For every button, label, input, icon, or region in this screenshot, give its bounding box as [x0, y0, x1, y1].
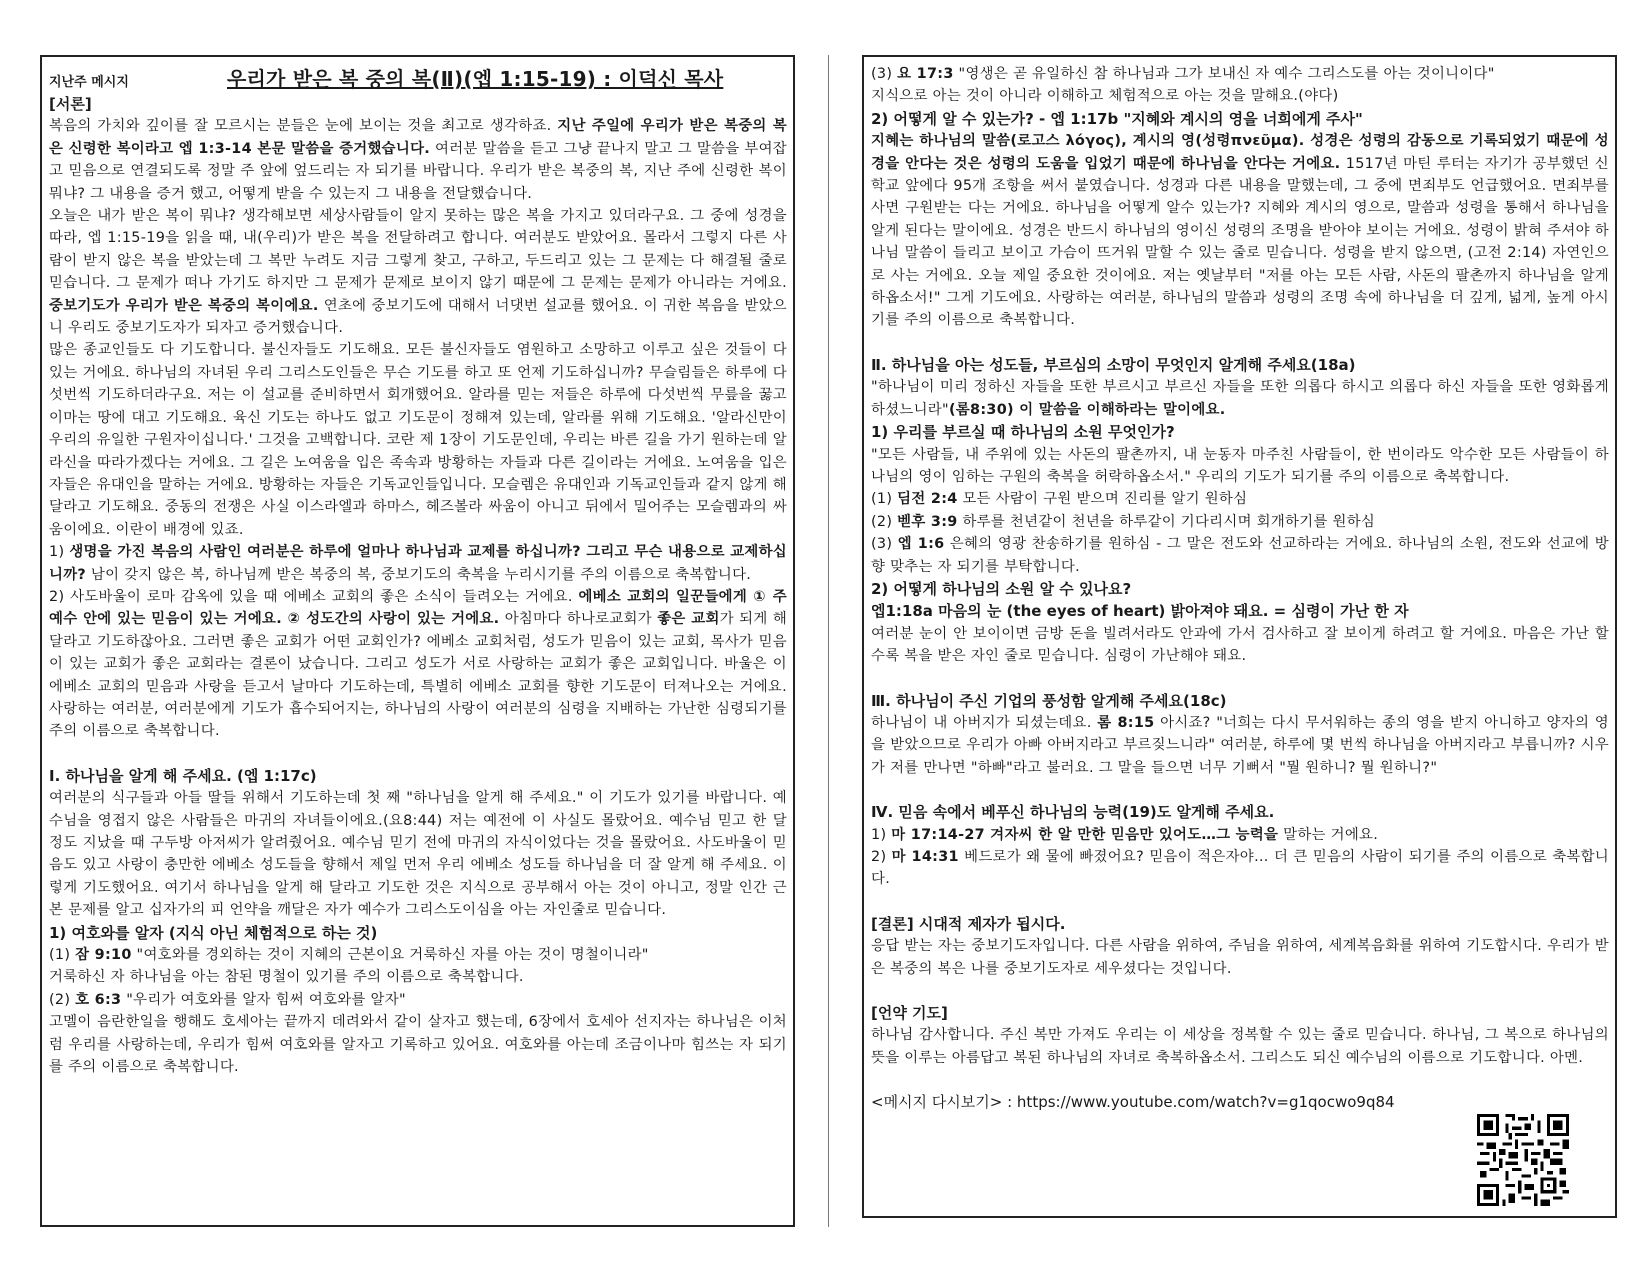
intro-paragraph-2: 오늘은 내가 받은 복이 뭐냐? 생각해보면 세상사람들이 알지 못하는 많은 복을 가지고 있더라구요. 그 중에 성경을 따라, 엡 1:15-19을 읽을 때, 내(우리)가 받은 복을 전달하려고 합니다. 여러분도 받았어요. 몰라서 그렇지 다른 사람이 받지 않은 복을 받았는데 그 복만 누려도 지금 그렇게 찾고, 구하고, 두드리고 있는 그 문제는 다 해결될 줄로 믿습니다. 그 문제가 떠나 가기도 하지만 그 문제가 문제로 보이지 않기 때문에 그 문제는 문제가 아니라는 거에요. 중보기도가 우리가 받은 복중의 복이에요. 연초에 중보기도에 대해서 너댓번 설교를 했어요. 이 귀한 복음을 받았으니 우리도 중보기도자가 되자고 증거했습니다. — [49, 208, 787, 337]
verse-proverbs-note: 거룩하신 자 하나님을 아는 참된 명철이 있기를 주의 이름으로 축복합니다. — [49, 969, 524, 986]
verse-ephesians: (3) 엡 1:6 은혜의 영광 찬송하기를 원하심 - 그 말은 전도와 선교하라는 거에요. 하나님의 소원, 전도와 선교에 방향 맞추는 자 되기를 부탁합니다. — [871, 536, 1609, 575]
inheritance-paragraph: 하나님이 내 아버지가 되셨는데요. 롬 8:15 아시죠? "너희는 다시 무서워하는 종의 영을 받지 아니하고 양자의 영을 받았으므로 우리가 아빠 아버지라고 부르짖느니라" 여러분, 하루에 몇 번씩 하나님을 아버지라고 부릅니까? 시우가 저를 만나면 "하빠"라고 불러요. 그 말을 들으면 너무 기뻐서 "뭘 원하니? 뭘 원하니?" — [871, 714, 1609, 776]
verse-proverbs: (1) 잠 9:10 "여호와를 경외하는 것이 지혜의 근본이요 거룩하신 자를 아는 것이 명철이니라" — [49, 947, 649, 964]
section-1-heading: Ⅰ. 하나님을 알게 해 주세요. (엡 1:17c) — [49, 766, 317, 785]
verse-john: (3) 요 17:3 "영생은 곧 유일하신 참 하나님과 그가 보내신 자 예수 그리스도를 아는 것이니이다" — [871, 66, 1495, 82]
intro-heading: [서론] — [49, 95, 92, 113]
intro-paragraph-1: 복음의 가치와 깊이를 잘 모르시는 분들은 눈에 보이는 것을 최고로 생각하죠. 지난 주일에 우리가 받은 복중의 복은 신령한 복이라고 엡 1:3-14 본문 말씀을 증거했습니다. 여러분 말씀을 듣고 그냥 끝나지 말고 그 말씀을 부여잡고 믿음으로 연결되도록 정말 주 앞에 엎드리는 자 되기를 바랍니다. 우리가 받은 복중의 복, 지난 주에 신령한 복이 뭐냐? 그 내용을 증거 했고, 어떻게 받을 수 있는지 그 내용을 전달했습니다. — [49, 118, 787, 202]
verse-matthew-17: 1) 마 17:14-27 겨자씨 한 알 만한 믿음만 있어도…그 능력을 말하는 거에요. — [871, 826, 1379, 843]
section-2-sub-2-verse: 엡1:18a 마음의 눈 (the eyes of heart) 밝아져야 돼요. = 심령이 가난 한 자 — [871, 602, 1409, 621]
left-column — [40, 55, 795, 1227]
section-1-sub-2: 2) 어떻게 알 수 있는가? - 엡 1:17b "지혜와 계시의 영을 너희에게 주사" — [871, 109, 1363, 128]
replay-link[interactable]: <메시지 다시보기> : https://www.youtube.com/watch?v=g1qocwo9q84 — [871, 1093, 1395, 1112]
eyes-paragraph: 여러분 눈이 안 보이이면 금방 돈을 빌려서라도 안과에 가서 검사하고 잘 보이게 하려고 할 거에요. 마음은 가난 할 수록 복을 받은 자인 줄로 믿습니다. 심령이 가난해야 돼요. — [871, 625, 1609, 665]
intro-paragraph-5: 2) 사도바울이 로마 감옥에 있을 때 에베소 교회의 좋은 소식이 들려오는 거에요. 에베소 교회의 일꾼들에게 ① 주 예수 안에 있는 믿음이 있는 거에요. ② 성도간의 사랑이 있는 거에요. 아침마다 하나로교회가 좋은 교회가 되게 해 달라고 기도하잖아요. 그러면 좋은 교회가 어떤 교회인가? 에베소 교회처럼, 성도가 믿음이 있는 교회, 목사가 믿음이 있는 교회가 좋은 교회라는 결론이 났습니다. 그리고 성도가 서로 사랑하는 교회가 좋은 교회입니다. 바울은 이 에베소 교회의 믿음과 사랑을 듣고서 날마다 기도하는데, 특별히 에베소 교회를 향한 기도문이 터져나오는 거에요. 사랑하는 여러분, 여러분에게 기도가 흡수되어지는, 하나님의 사랑이 여러분의 심령을 지배하는 가난한 심령되기를 주의 이름으로 축복합니다. — [49, 588, 788, 740]
verse-matthew-14: 2) 마 14:31 베드로가 왜 물에 빠졌어요? 믿음이 적은자야… 더 큰 믿음의 사람이 되기를 주의 이름으로 축복합니다. — [871, 849, 1609, 888]
section-1-sub-1: 1) 여호와를 알자 (지식 아닌 체험적으로 하는 것) — [49, 923, 378, 942]
section-2-sub-1: 1) 우리를 부르실 때 하나님의 소원 무엇인가? — [871, 423, 1175, 442]
romans-quote: "하나님이 미리 정하신 자들을 또한 부르시고 부르신 자들을 또한 의롭다 하시고 의롭다 하신 자들을 또한 영화롭게 하셨느니라"(롬8:30) 이 말씀을 이해하라는 말이에요. — [871, 379, 1609, 418]
intro-paragraph-3: 많은 종교인들도 다 기도합니다. 불신자들도 기도해요. 모든 불신자들도 염원하고 소망하고 이루고 싶은 것들이 다 있는 거에요. 하나님의 자녀된 우리 그리스도인들은 무슨 기도를 하고 또 언제 기도하십니까? 무슬림들은 하루에 다섯번씩 기도하더라구요. 저는 이 설교를 준비하면서 회개했어요. 알라를 믿는 저들은 하루에 다섯번씩 무릎을 꿇고 이마는 땅에 대고 기도해요. 육신 기도는 하나도 없고 기도문이 정해져 있는데, 알라를 위해 기도해요. '알라신만이 우리의 유일한 구원자이십니다.' 그것을 고백합니다. 코란 제 1장이 기도문인데, 우리는 바른 길을 가기 원하는데 알라신을 따라가겠다는 거에요. 그 길은 노여움을 입은 족속과 방황하는 자들과 다른 길이라는 거에요. 노여움을 입은 자들은 유대인을 말하는 거에요. 방황하는 자들은 기독교인들입니다. 모슬렘은 유대인과 기독교인들과 같지 않게 해 달라고 기도해요. 중동의 전쟁은 사실 이스라엘과 하마스, 헤즈볼라 싸움이 아니고 뒤에서 밀어주는 모슬렘과의 싸움이에요. 이란이 배경에 있죠. — [49, 342, 787, 538]
prayer-heading: [언약 기도] — [871, 1004, 948, 1023]
verse-john-note: 지식으로 아는 것이 아니라 이해하고 체험적으로 아는 것을 말해요.(야다) — [871, 88, 1339, 105]
header-label: 지난주 메시지 — [49, 75, 129, 90]
qr-code-icon[interactable] — [1477, 1114, 1569, 1206]
section-1-paragraph: 여러분의 식구들과 아들 딸들 위해서 기도하는데 첫 째 "하나님을 알게 해 주세요." 이 기도가 있기를 바랍니다. 예수님을 영접지 않은 사람들은 마귀의 자녀들이에요.(요8:44) 저는 예전에 이 사실도 몰랐어요. 예수님 믿고 한 달 정도 지났을 때 구두방 아저씨가 알려줬어요. 예수님 믿기 전에 마귀의 자식이었다는 것을 몰랐어요. 사도바울이 믿음도 있고 사랑이 충만한 에베소 성도들을 향해서 제일 먼저 우리 에베소 성도들 하나님을 더 잘 알게 해 주세요. 이렇게 기도했어요. 여기서 하나님을 알게 해 달라고 기도한 것은 지식으로 공부해서 아는 것이 아니고, 정말 인간 근본 문제를 알고 십자가의 피 언약을 깨달은 자가 예수가 그리스도이심을 아는 자인줄로 믿습니다. — [49, 790, 787, 919]
verse-hosea: (2) 호 6:3 "우리가 여호와를 알자 힘써 여호와를 알자" — [49, 991, 406, 1008]
section-3-heading: Ⅲ. 하나님이 주신 기업의 풍성함 알게해 주세요(18c) — [871, 691, 1227, 710]
column-divider — [828, 55, 829, 1227]
prayer-quote: "모든 사람들, 내 주위에 있는 사돈의 팔촌까지, 내 눈동자 마주친 사람들이, 한 번이라도 악수한 모든 사람들이 하나님의 영이 임하는 구원의 축복을 허락하옵소서." 우리의 기도가 되기를 주의 이름으로 축복합니다. — [871, 446, 1609, 485]
right-column — [862, 55, 1617, 1218]
conclusion-heading: [결론] 시대적 제자가 됩시다. — [871, 914, 1066, 933]
section-2-heading: Ⅱ. 하나님을 아는 성도들, 부르심의 소망이 무엇인지 알게해 주세요(18a) — [871, 355, 1356, 374]
conclusion-paragraph: 응답 받는 자는 중보기도자입니다. 다른 사람을 위하여, 주님을 위하여, 세계복음화를 위하여 기도합시다. 우리가 받은 복중의 복은 나를 중보기도자로 세우셨다는 것입니다. — [871, 938, 1609, 977]
section-4-heading: Ⅳ. 믿음 속에서 베푸신 하나님의 능력(19)도 알게해 주세요. — [871, 803, 1275, 822]
prayer-paragraph: 하나님 감사합니다. 주신 복만 가져도 우리는 이 세상을 정복할 수 있는 줄로 믿습니다. 하나님, 그 복으로 하나님의 뜻을 이루는 아름답고 복된 하나님의 자녀로 축복하옵소서. 그리스도 되신 예수님의 이름으로 기도합니다. 아멘. — [871, 1027, 1609, 1066]
verse-hosea-note: 고멜이 음란한일을 행해도 호세아는 끝까지 데려와서 같이 살자고 했는데, 6장에서 호세아 선지자는 하나님은 이처럼 우리를 사랑하는데, 우리가 힘써 여호와를 알자고 기록하고 있어요. 여호와를 아는데 조금이나마 힘쓰는 자 되기를 주의 이름으로 축복합니다. — [49, 1014, 787, 1076]
section-2-sub-2: 2) 어떻게 하나님의 소원 알 수 있나요? — [871, 579, 1132, 598]
verse-timothy: (1) 딤전 2:4 모든 사람이 구원 받으며 진리를 알기 원하심 — [871, 491, 1248, 508]
intro-paragraph-4: 1) 생명을 가진 복음의 사람인 여러분은 하루에 얼마나 하나님과 교제를 하십니까? 그리고 무슨 내용으로 교제하십니까? 남이 갖지 않은 복, 하나님께 받은 복중의 복, 중보기도의 축복을 누리시기를 주의 이름으로 축복합니다. — [49, 544, 787, 583]
verse-peter: (2) 벧후 3:9 하루를 천년같이 천년을 하루같이 기다리시며 회개하기를 원하심 — [871, 513, 1376, 530]
header — [49, 63, 787, 93]
page-title: 우리가 받은 복 중의 복(Ⅱ)(엡 1:15-19) : 이덕신 목사 — [227, 67, 724, 91]
wisdom-paragraph: 지혜는 하나님의 말씀(로고스 λόγος), 계시의 영(성령πνεῦμα). 성경은 성령의 감동으로 기록되었기 때문에 성경을 안다는 것은 성령의 도움을 입었기 때문에 하나님을 안다는 거에요. 1517년 마틴 루터는 자기가 공부했던 신학교 앞에다 95개 조항을 써서 붙였습니다. 성경과 다른 내용을 말했는데, 그 중에 면죄부도 언급했어요. 면죄부를 사면 구원받는 다는 거에요. 하나님을 어떻게 알수 있는가? 지혜와 계시의 영으로, 말씀과 성령을 통해서 하나님을 알게 된다는 말이에요. 성경은 반드시 하나님의 영이신 성령의 조명을 받아야 보이는 거에요. 성령이 밝혀 주셔야 하나님 말씀이 들리고 보이고 가슴이 뜨거워 말할 수 있는 줄로 믿습니다. 성령을 받지 않으면, (고전 2:14) 자연인으로 사는 거에요. 오늘 제일 중요한 것이에요. 저는 옛날부터 "저를 아는 모든 사람, 사돈의 팔촌까지 하나님을 알게 하옵소서!" 그게 기도에요. 사랑하는 여러분, 하나님의 말씀과 성령의 조명 속에 하나님을 더 깊게, 넓게, 높게 아시기를 주의 이름으로 축복합니다. — [871, 133, 1609, 329]
